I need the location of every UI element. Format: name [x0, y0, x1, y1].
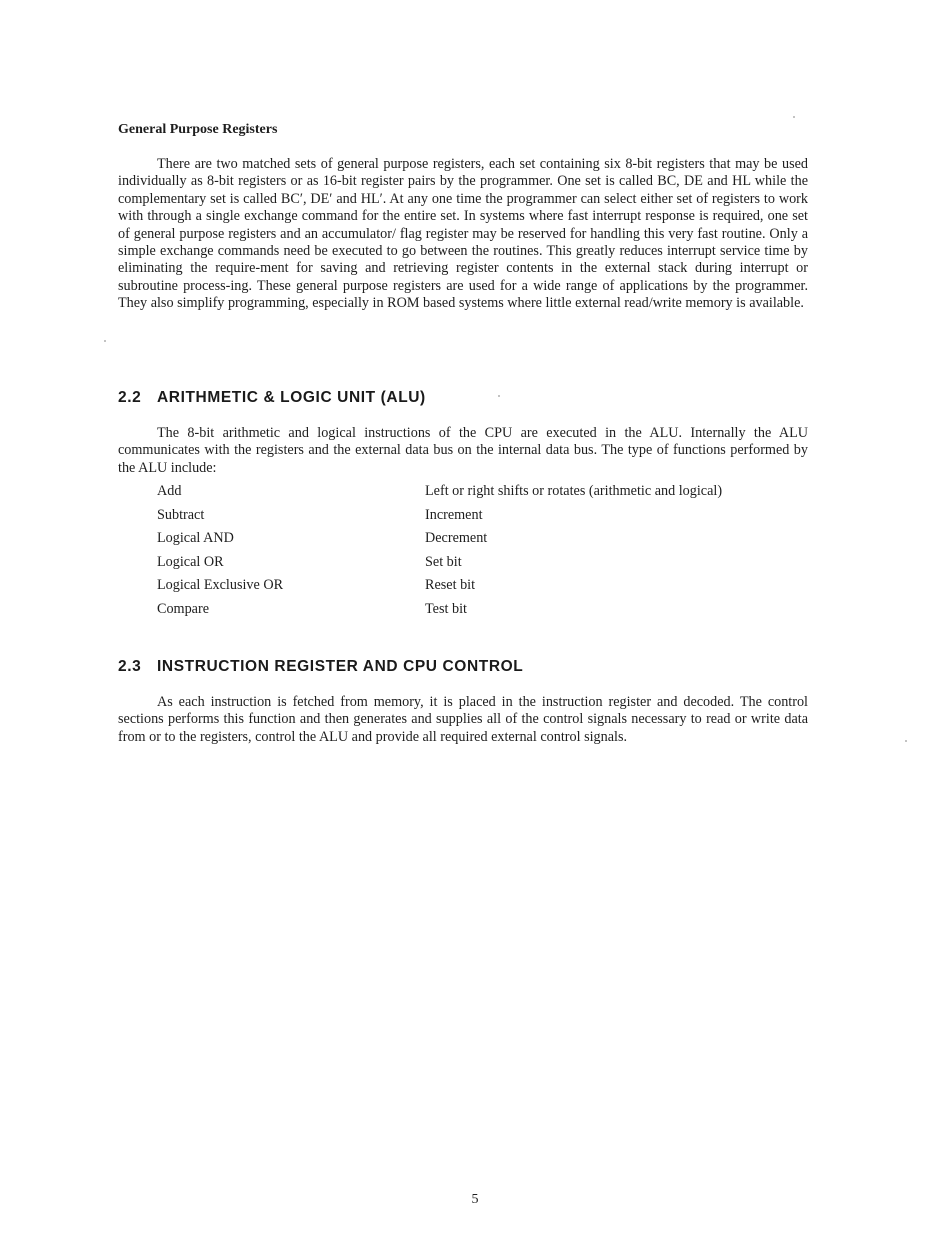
section-2-3-number: 2.3 — [118, 658, 142, 675]
general-purpose-registers-paragraph: There are two matched sets of general purpose registers, each set containing six 8-bit registers that may be used individually as 8-bit registers or as 16-bit register pairs by the programmer. One set is called BC, DE and HL while the complementary set is called BC′, DE′ and HL′. At any one time the programmer can select either set of registers to work with through a single exchange command for the entire set. In systems where fast interrupt response is required, one set of general purpose registers and an accumulator/ flag register may be reserved for handling this very fast routine. Only a simple exchange commands need be executed to go between the routines. This greatly reduces interrupt service time by eliminating the require-ment for saving and retrieving register contents in the external stack during interrupt or subroutine process-ing. These general purpose registers are used for a wide range of applications by the programmer. They also simplify programming, especially in ROM based systems where little external read/write memory is available. — [118, 156, 808, 312]
section-2-2-title: ARITHMETIC & LOGIC UNIT (ALU) — [157, 389, 426, 406]
section-2-2-heading — [118, 389, 426, 407]
alu-function-item: Logical Exclusive OR — [157, 577, 284, 594]
cpu-control-paragraph: As each instruction is fetched from memory, it is placed in the instruction register and decoded. The control sections performs this function and then generates and supplies all of the control signals necessary to read or write data from or to the registers, control the ALU and provide all required external control signals. — [118, 694, 808, 745]
section-2-3-title: INSTRUCTION REGISTER AND CPU CONTROL — [157, 658, 524, 675]
alu-function-item: Logical OR — [157, 553, 224, 570]
scan-speck — [793, 116, 795, 118]
section-2-3-heading — [118, 658, 523, 676]
alu-function-item: Reset bit — [425, 577, 476, 594]
alu-function-item: Add — [157, 483, 182, 499]
alu-function-item: Increment — [425, 506, 483, 523]
scan-speck — [498, 395, 500, 397]
alu-function-item: Decrement — [425, 530, 488, 547]
scan-speck — [104, 340, 106, 342]
page-number: 5 — [471, 1192, 479, 1207]
alu-function-item: Left or right shifts or rotates (arithmetic and logical) — [425, 483, 723, 499]
scan-speck — [905, 740, 907, 742]
section-2-2-number: 2.2 — [118, 389, 142, 406]
alu-functions-left-list — [157, 480, 283, 622]
alu-functions-right-list — [425, 480, 722, 622]
alu-paragraph: The 8-bit arithmetic and logical instructions of the CPU are executed in the ALU. Internally the ALU communicates with the registers and the external data bus on the internal data bus. The type of functions performed by the ALU include: — [118, 425, 808, 476]
general-purpose-registers-heading: General Purpose Registers — [118, 122, 278, 137]
alu-function-item: Compare — [157, 600, 210, 617]
alu-function-item: Set bit — [425, 553, 462, 570]
alu-function-item: Test bit — [425, 600, 467, 617]
alu-function-item: Logical AND — [157, 530, 234, 547]
alu-function-item: Subtract — [157, 506, 205, 523]
